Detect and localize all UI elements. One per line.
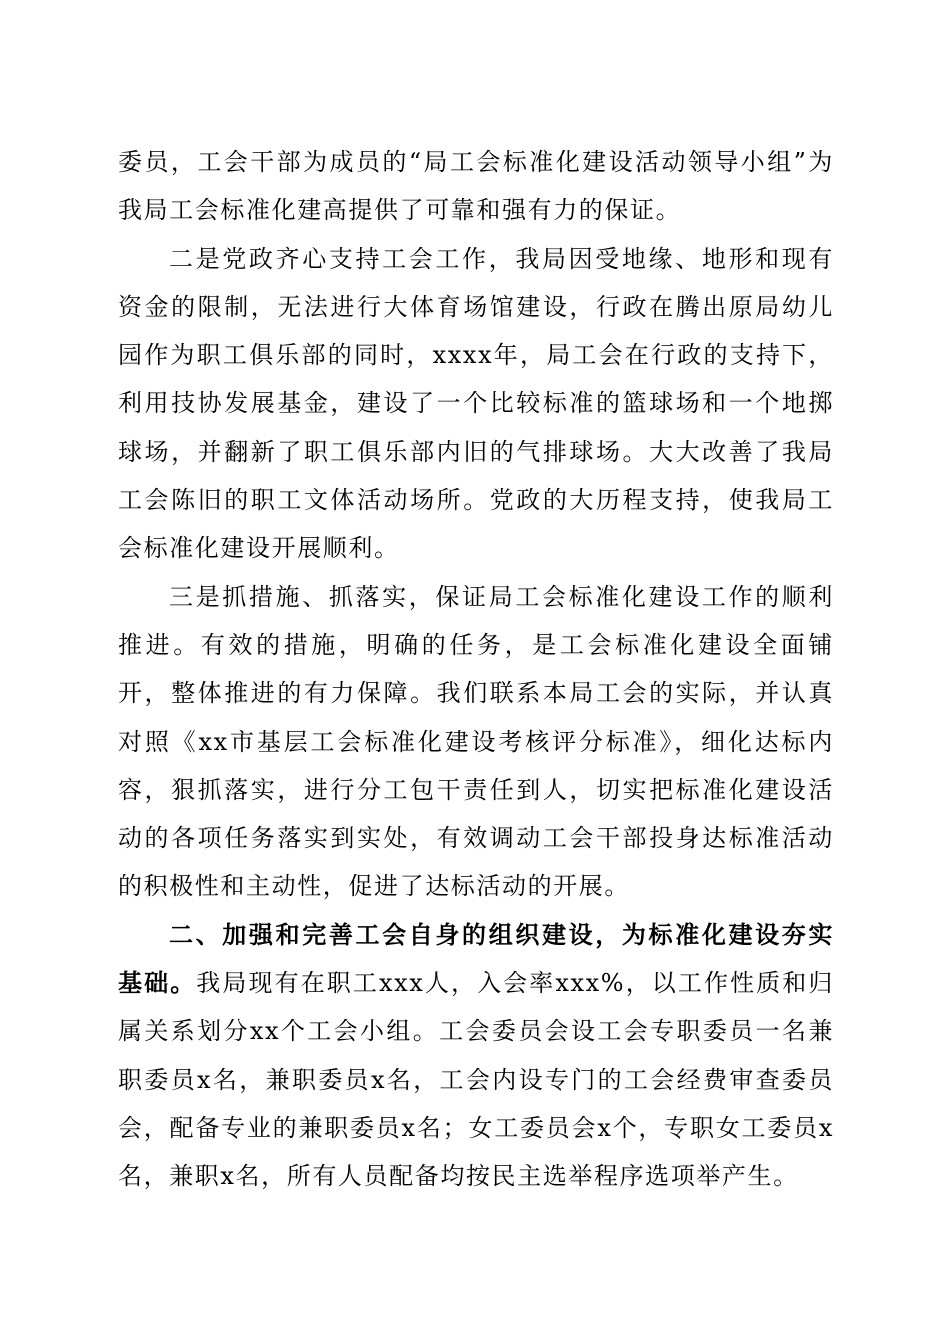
paragraph-3: 三是抓措施、抓落实，保证局工会标准化建设工作的顺利推进。有效的措施，明确的任务，是工会标准化建设全面铺开，整体推进的有力保障。我们联系本局工会的实际，并认真对照《xx市基层工会标准化建设考核评分标准》，细化达标内容，狠抓落实，进行分工包干责任到人，切实把标准化建设活动的各项任务落实到实处，有效调动工会干部投身达标准活动的积极性和主动性，促进了达标活动的开展。: [118, 582, 834, 901]
paragraph-4-body: 我局现有在职工xxx人，入会率xxx%，以工作性质和归属关系划分xx个工会小组。工会委员会设工会专职委员一名兼职委员x名，兼职委员x名，工会内设专门的工会经费审查委员会，配备专业的兼职委员x名；女工委员会x个，专职女工委员x名，兼职x名，所有人员配备均按民主选举程序选项举产生。: [118, 969, 834, 1191]
paragraph-1: 委员，工会干部为成员的“局工会标准化建设活动领导小组”为我局工会标准化建高提供了可靠和强有力的保证。: [118, 148, 834, 225]
paragraph-4: [118, 911, 834, 1201]
section-heading-lead: 二、加强和完善工会自身的组织建设，为标准化建设夯实基础。: [118, 920, 834, 998]
paragraph-2: 二是党政齐心支持工会工作，我局因受地缘、地形和现有资金的限制，无法进行大体育场馆建设，行政在腾出原局幼儿园作为职工俱乐部的同时，xxxx年，局工会在行政的支持下，利用技协发展基金，建设了一个比较标准的篮球场和一个地掷球场，并翻新了职工俱乐部内旧的气排球场。大大改善了我局工会陈旧的职工文体活动场所。党政的大历程支持，使我局工会标准化建设开展顺利。: [118, 244, 834, 563]
document-body: [118, 138, 834, 1201]
